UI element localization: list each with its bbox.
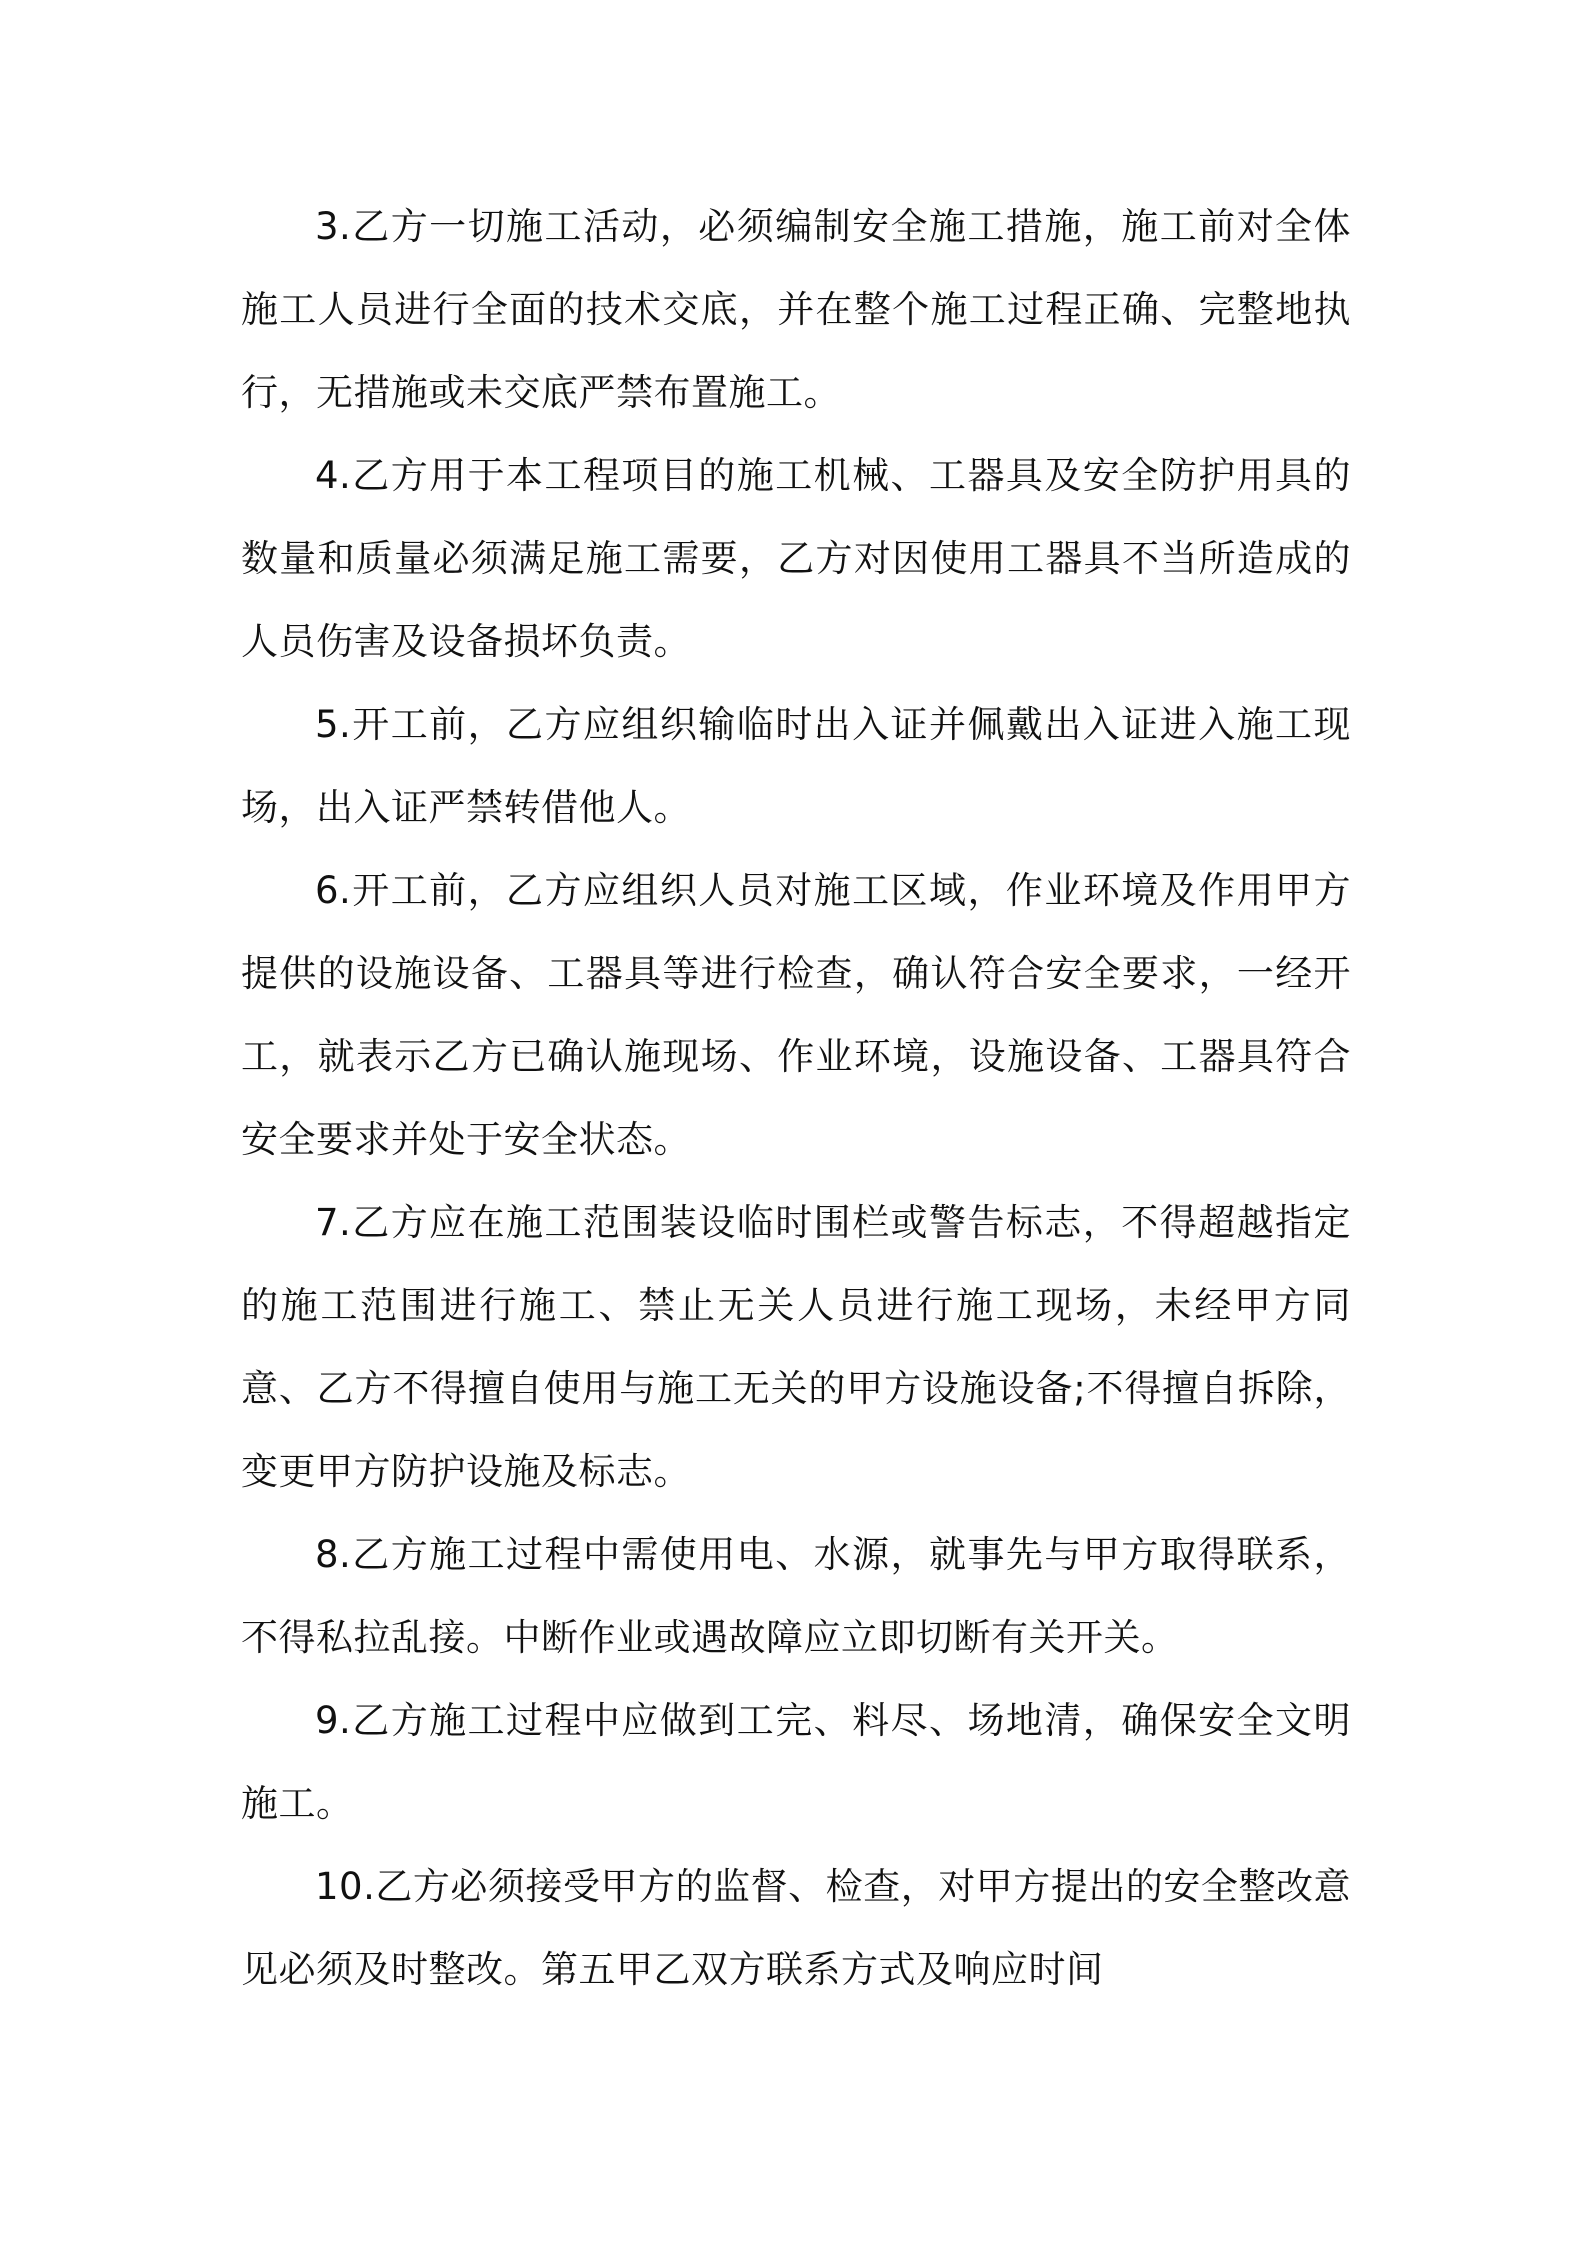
clause-5: 5.开工前，乙方应组织输临时出入证并佩戴出入证进入施工现场，出入证严禁转借他人。 [241, 703, 1351, 829]
clause-4: 4.乙方用于本工程项目的施工机械、工器具及安全防护用具的数量和质量必须满足施工需要，乙方对因使用工器具不当所造成的人员伤害及设备损坏负责。 [241, 454, 1351, 663]
document-body [241, 185, 1351, 2011]
clause-9: 9.乙方施工过程中应做到工完、料尽、场地清，确保安全文明施工。 [241, 1699, 1351, 1825]
clause-6: 6.开工前，乙方应组织人员对施工区域，作业环境及作用甲方提供的设施设备、工器具等进行检查，确认符合安全要求，一经开工，就表示乙方已确认施现场、作业环境，设施设备、工器具符合安全要求并处于安全状态。 [241, 869, 1351, 1161]
clause-3: 3.乙方一切施工活动，必须编制安全施工措施，施工前对全体施工人员进行全面的技术交底，并在整个施工过程正确、完整地执行，无措施或未交底严禁布置施工。 [241, 205, 1351, 414]
clause-8: 8.乙方施工过程中需使用电、水源，就事先与甲方取得联系，不得私拉乱接。中断作业或遇故障应立即切断有关开关。 [241, 1533, 1351, 1659]
clause-10: 10.乙方必须接受甲方的监督、检查，对甲方提出的安全整改意见必须及时整改。第五甲乙双方联系方式及响应时间 [241, 1865, 1351, 1991]
clause-7: 7.乙方应在施工范围装设临时围栏或警告标志，不得超越指定的施工范围进行施工、禁止无关人员进行施工现场，未经甲方同意、乙方不得擅自使用与施工无关的甲方设施设备;不得擅自拆除，变更甲方防护设施及标志。 [241, 1201, 1351, 1493]
